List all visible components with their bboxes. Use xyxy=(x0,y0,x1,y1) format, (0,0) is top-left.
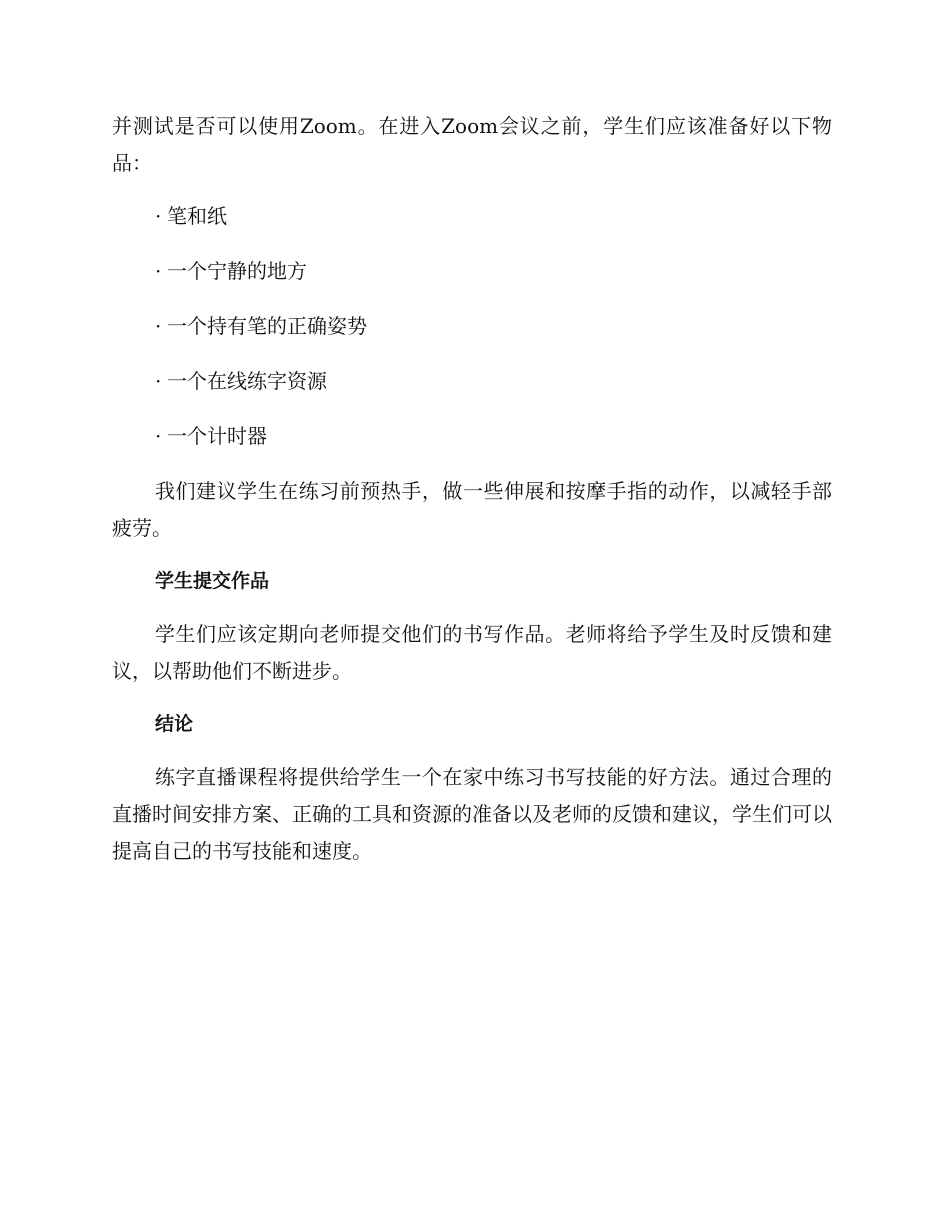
list-item-text: 一个宁静的地方 xyxy=(167,259,307,283)
bullet-marker: · xyxy=(155,259,162,283)
warmup-paragraph: 我们建议学生在练习前预热手，做一些伸展和按摩手指的动作，以减轻手部疲劳。 xyxy=(112,479,832,540)
list-item xyxy=(155,308,832,345)
list-item-text: 一个持有笔的正确姿势 xyxy=(167,314,367,338)
submit-paragraph: 学生们应该定期向老师提交他们的书写作品。老师将给予学生及时反馈和建议，以帮助他们不断进步。 xyxy=(112,622,832,683)
list-item xyxy=(155,363,832,400)
bullet-marker: · xyxy=(155,369,162,393)
intro-paragraph: 并测试是否可以使用Zoom。在进入Zoom会议之前，学生们应该准备好以下物品： xyxy=(112,114,832,175)
section-heading-conclusion: 结论 xyxy=(155,713,194,735)
list-item-text: 笔和纸 xyxy=(167,204,227,228)
list-item xyxy=(155,418,832,455)
list-item xyxy=(155,198,832,235)
conclusion-paragraph: 练字直播课程将提供给学生一个在家中练习书写技能的好方法。通过合理的直播时间安排方案、正确的工具和资源的准备以及老师的反馈和建议，学生们可以提高自己的书写技能和速度。 xyxy=(112,765,832,863)
list-item xyxy=(155,253,832,290)
document-page xyxy=(112,108,832,886)
list-item-text: 一个在线练字资源 xyxy=(167,369,327,393)
bullet-marker: · xyxy=(155,424,162,448)
bullet-marker: · xyxy=(155,314,162,338)
section-heading-submit: 学生提交作品 xyxy=(155,570,270,592)
bullet-marker: · xyxy=(155,204,162,228)
list-item-text: 一个计时器 xyxy=(167,424,267,448)
